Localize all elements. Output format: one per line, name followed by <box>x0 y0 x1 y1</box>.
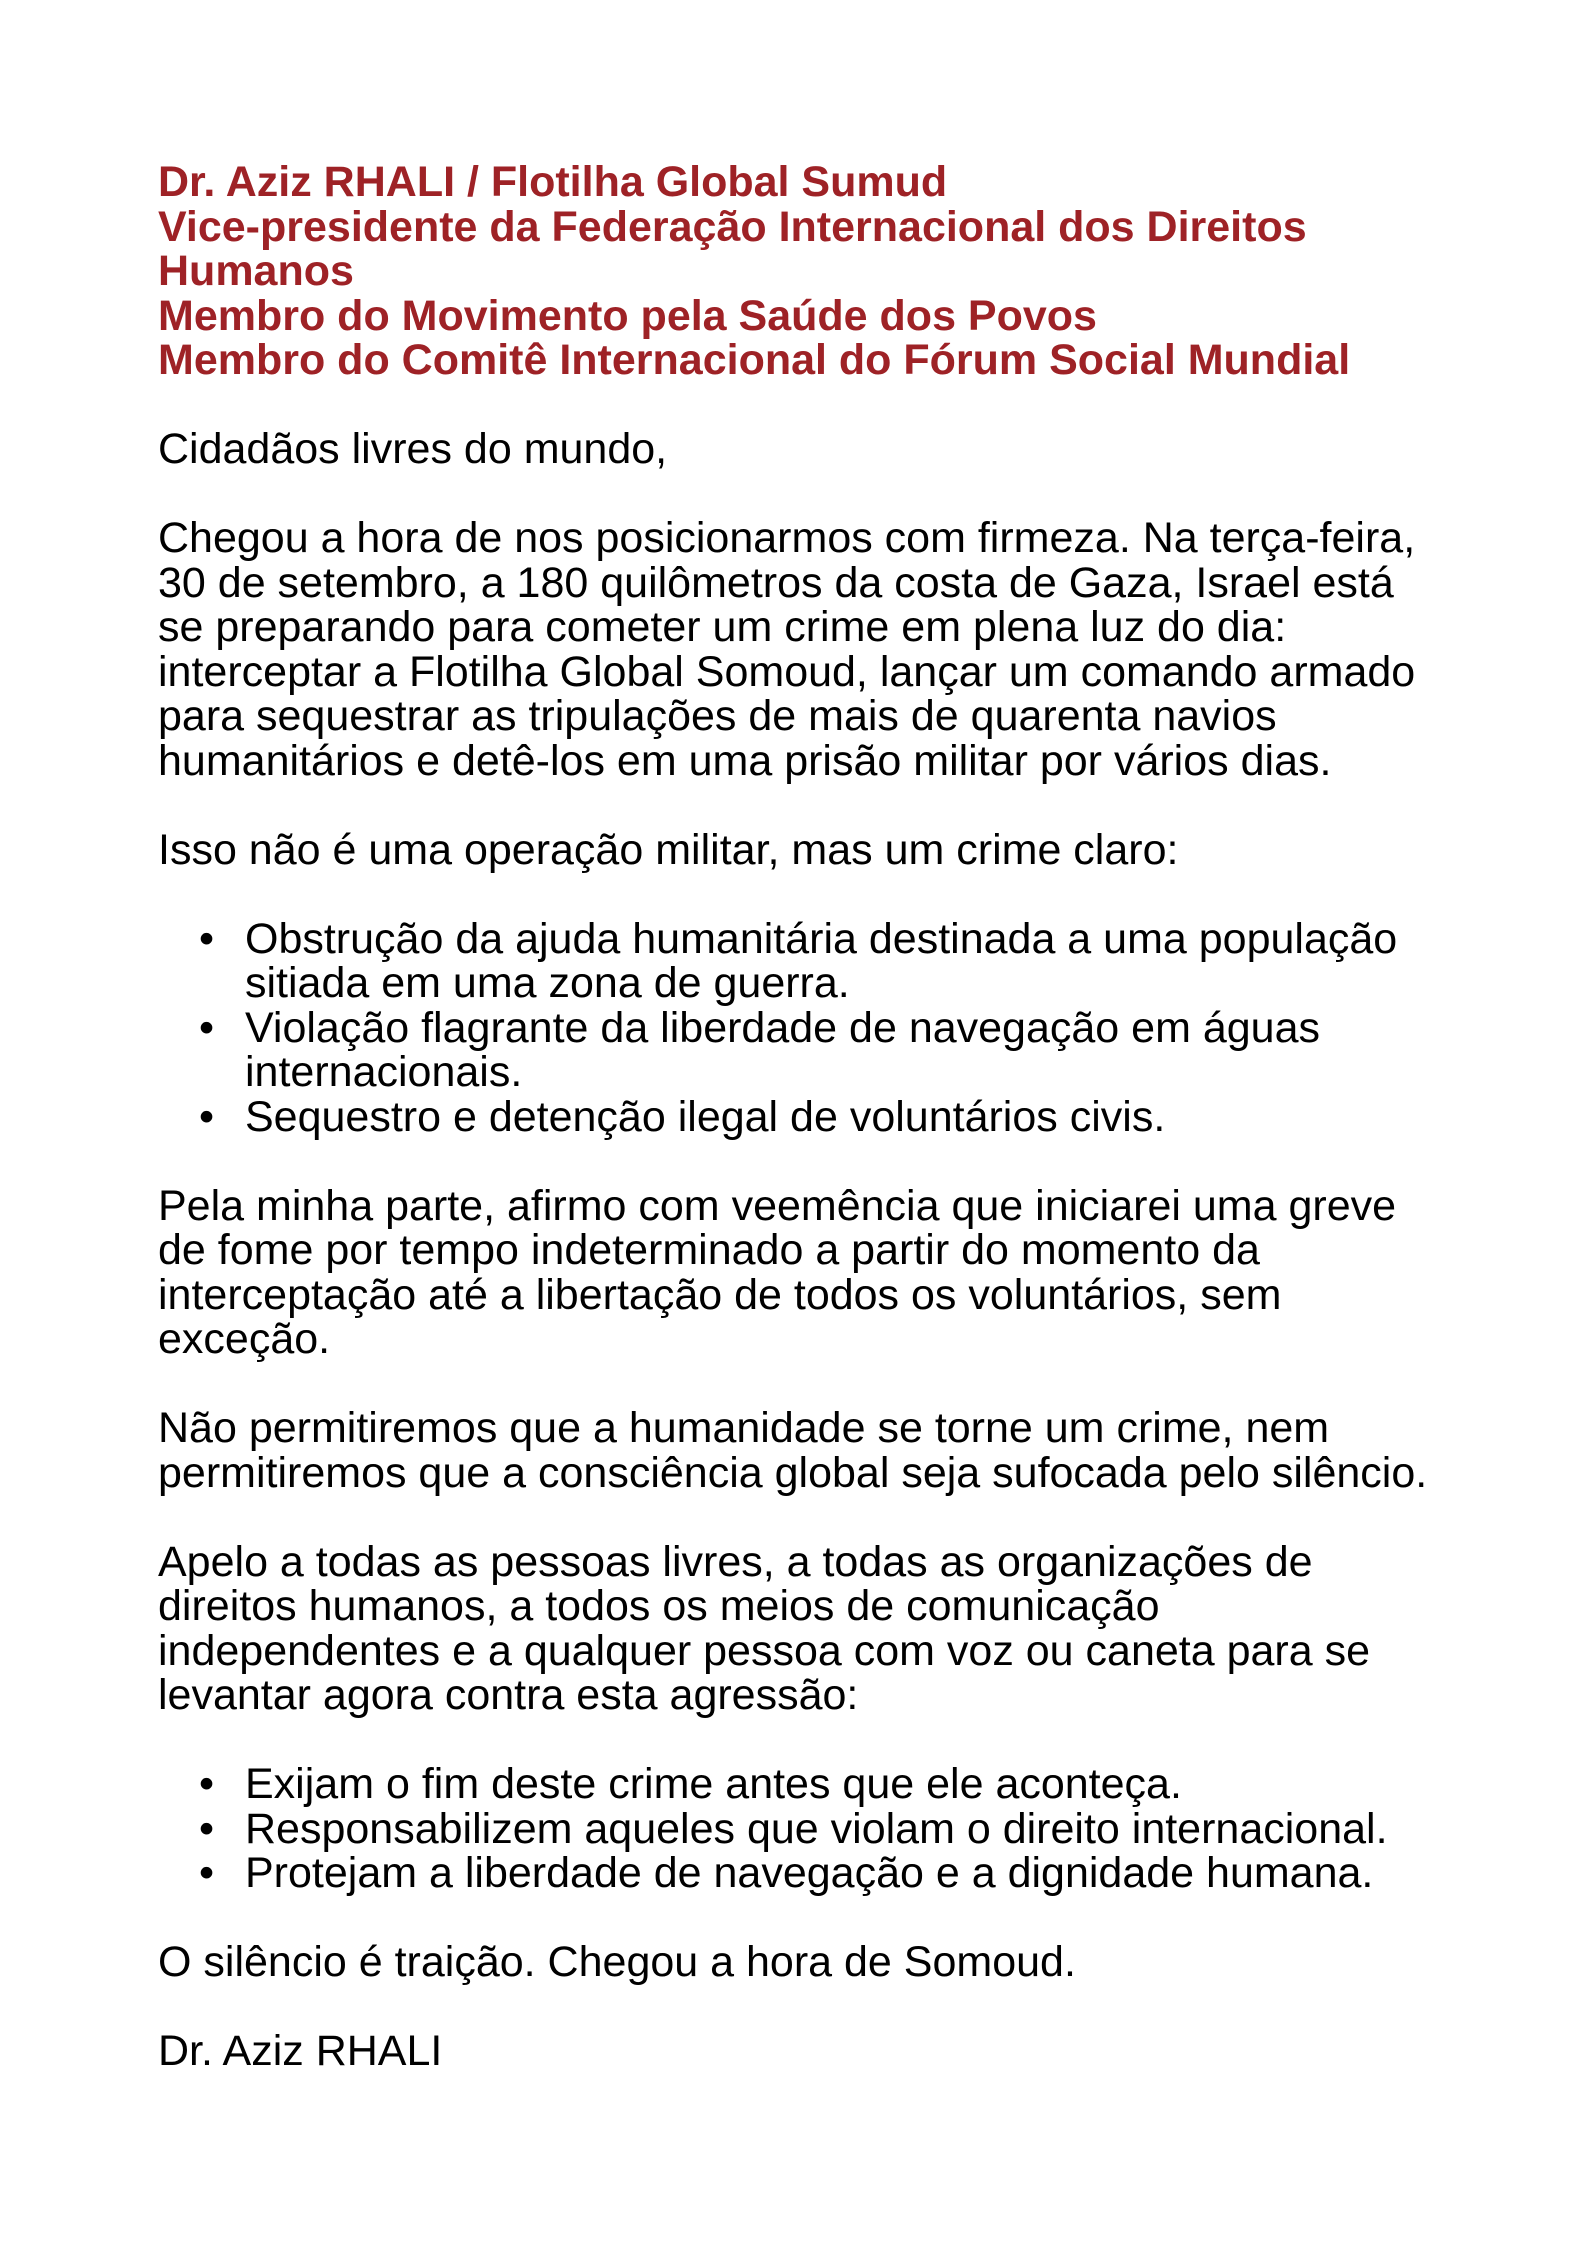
paragraph-hunger-strike: Pela minha parte, afirmo com veemência que iniciarei uma greve de fome por tempo indeterminado a partir do momento da interceptação até a libertação de todos os voluntários, sem exceção. <box>158 1181 1397 1363</box>
list-item: • Obstrução da ajuda humanitária destinada a uma população sitiada em uma zona de guerra. <box>245 917 1428 1006</box>
bullet-list-demands <box>158 1762 1428 1896</box>
signature: Dr. Aziz RHALI <box>158 2027 443 2075</box>
list-item: • Violação flagrante da liberdade de navegação em águas internacionais. <box>245 1006 1428 1095</box>
paragraph-humanity: Não permitiremos que a humanidade se torne um crime, nem permitiremos que a consciência global seja sufocada pelo silêncio. <box>158 1404 1428 1497</box>
letter-header-block <box>158 160 1428 383</box>
paragraph-intro: Chegou a hora de nos posicionarmos com firmeza. Na terça-feira, 30 de setembro, a 180 quilômetros da costa de Gaza, Israel está se preparando para cometer um crime em plena luz do dia: interceptar a Flotilha Global Somoud, lançar um comando armado para sequestrar as tripulações de mais de quarenta navios humanitários e detê-los em uma prisão militar por vários dias. <box>158 514 1416 785</box>
paragraph-appeal: Apelo a todas as pessoas livres, a todas as organizações de direitos humanos, a todos os meios de comunicação independentes e a qualquer pessoa com voz ou caneta para se levantar agora contra esta agressão: <box>158 1537 1371 1719</box>
header-author-line: Dr. Aziz RHALI / Flotilha Global Sumud <box>158 158 948 206</box>
header-title-line-1: Vice-presidente da Federação Internacional dos Direitos Humanos <box>158 202 1307 295</box>
letter-content <box>158 160 1428 2074</box>
bullet-list-crimes <box>158 914 1428 1141</box>
paragraph-closing: O silêncio é traição. Chegou a hora de Somoud. <box>158 1938 1076 1986</box>
list-item: • Sequestro e detenção ilegal de voluntários civis. <box>245 1095 1428 1140</box>
salutation: Cidadãos livres do mundo, <box>158 425 668 473</box>
list-item: • Exijam o fim deste crime antes que ele aconteça. <box>245 1762 1428 1807</box>
list-item: • Protejam a liberdade de navegação e a dignidade humana. <box>245 1851 1428 1896</box>
header-title-line-2: Membro do Movimento pela Saúde dos Povos <box>158 291 1097 340</box>
paragraph-crime-intro: Isso não é uma operação militar, mas um crime claro: <box>158 825 1179 874</box>
list-item: • Responsabilizem aqueles que violam o direito internacional. <box>245 1807 1428 1852</box>
header-title-line-3: Membro do Comitê Internacional do Fórum Social Mundial <box>158 336 1351 384</box>
